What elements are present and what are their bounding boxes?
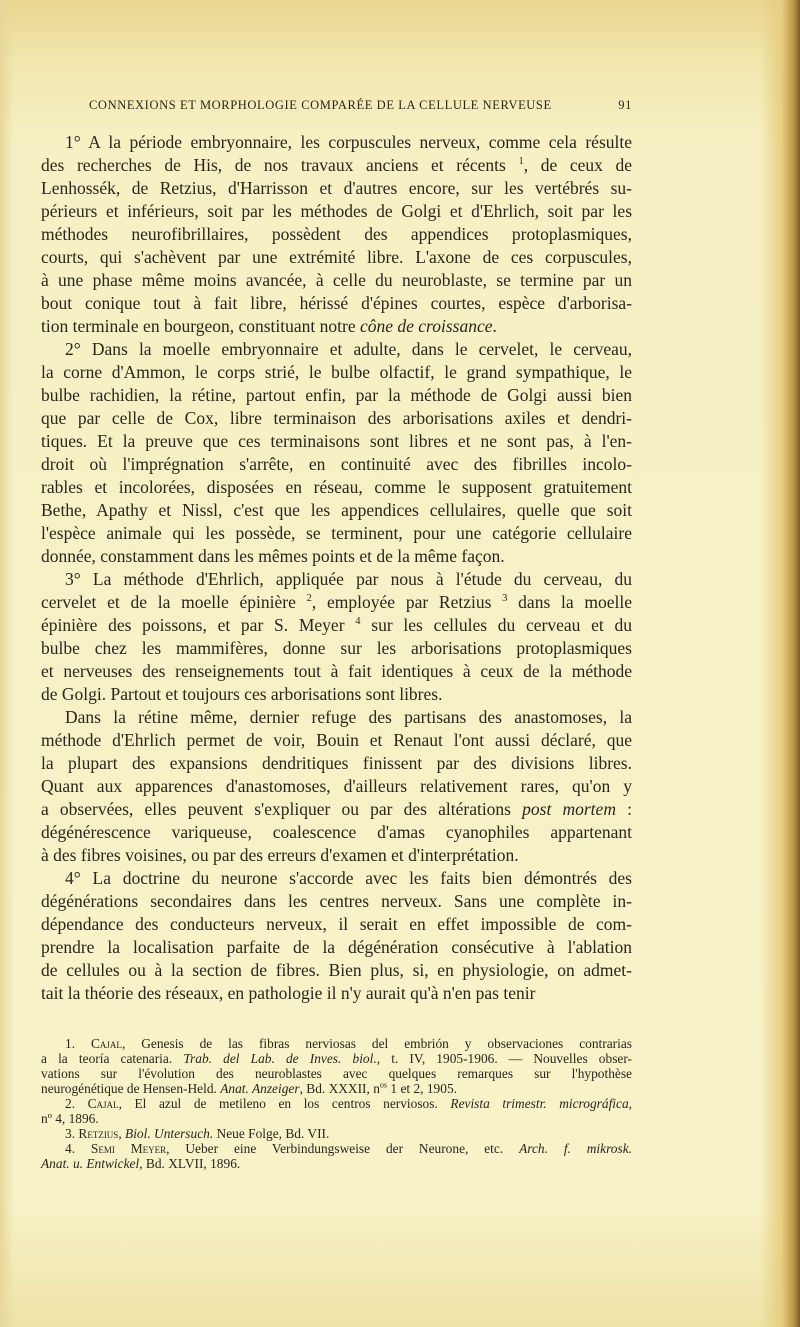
text-run: bulbe rachidien, la rétine, partout enfin, par la méthode de Golgi aussi bien — [41, 385, 632, 405]
text-line — [41, 476, 632, 499]
book-binding-edge — [760, 0, 800, 1327]
text-line — [41, 430, 632, 453]
text-run: Neue Folge, Bd. VII. — [213, 1126, 330, 1141]
text-run: Quant aux apparences d'anastomoses, d'ailleurs relativement rares, qu'on y — [41, 776, 632, 796]
text-run: et nerveuses des renseignements tout à fait identiques à ceux de la méthode — [41, 661, 632, 681]
text-line — [41, 292, 632, 315]
footnotes — [41, 1036, 632, 1171]
text-line — [41, 1066, 632, 1081]
text-run: , — [628, 1096, 633, 1111]
text-run: cervelet et de la moelle épinière — [41, 592, 307, 612]
footnote-ref: 4 — [355, 616, 361, 628]
footnote — [41, 1036, 632, 1096]
author-name: Cajal — [87, 1096, 119, 1111]
text-run: tiques. Et la preuve que ces terminaisons sont libres et ne sont pas, à l'en- — [41, 431, 632, 451]
text-run: 4° La doctrine du neurone s'accorde avec les faits bien démontrés des — [65, 868, 632, 888]
text-run: , Genesis de las fibras nerviosas del embrión y observaciones contrarias — [121, 1036, 633, 1051]
text-run: droit où l'imprégnation s'arrête, en continuité avec des fibrilles incolo- — [41, 454, 632, 474]
text-line — [41, 246, 632, 269]
text-run: 4. — [65, 1141, 91, 1156]
body-text — [41, 131, 632, 1005]
text-run: 3° La méthode d'Ehrlich, appliquée par nous à l'étude du cerveau, du — [65, 569, 632, 589]
footnote — [41, 1096, 632, 1126]
author-name: Semi Meyer — [90, 1141, 167, 1156]
text-line — [41, 453, 632, 476]
text-run: Dans la rétine même, dernier refuge des partisans des anastomoses, la — [65, 707, 632, 727]
text-line — [41, 867, 632, 890]
text-line — [41, 982, 632, 1005]
text-run: : — [615, 799, 632, 819]
author-name: Retzius — [78, 1126, 119, 1141]
text-line — [41, 959, 632, 982]
text-run: périeurs et inférieurs, soit par les méthodes de Golgi et d'Ehrlich, soit par les — [41, 201, 632, 221]
text-run: prendre la localisation parfaite de la dégénération consécutive à l'ablation — [41, 937, 632, 957]
footnote — [41, 1141, 632, 1171]
text-line — [41, 1081, 632, 1096]
text-line — [41, 568, 632, 591]
text-line — [41, 798, 632, 821]
text-line — [41, 1111, 632, 1126]
italic-text: Trab. del Lab. de Inves. biol. — [183, 1051, 377, 1066]
page-shadow-left — [0, 0, 14, 1327]
italic-text: Anat. Anzeiger — [220, 1081, 300, 1096]
text-run: 1° A la période embryonnaire, les corpuscules nerveux, comme cela résulte — [65, 132, 632, 152]
text-run: , Bd. XXXII, n — [299, 1081, 380, 1096]
text-run: méthode d'Ehrlich permet de voir, Bouin et Renaut l'ont aussi déclaré, que — [41, 730, 632, 750]
text-run: des recherches de His, de nos travaux anciens et récents — [41, 155, 519, 175]
text-run: Bethe, Apathy et Nissl, c'est que les appendices cellulaires, quelle que soit — [41, 500, 632, 520]
text-run: vations sur l'évolution des neuroblastes avec quelques remarques sur l'hypothèse — [41, 1066, 632, 1081]
page-number: 91 — [618, 98, 632, 112]
italic-text: cône de croissance — [359, 316, 493, 336]
text-line — [41, 844, 632, 867]
paragraph — [41, 568, 632, 706]
text-line — [41, 407, 632, 430]
text-run: la plupart des expansions dendritiques finissent par des divisions libres. — [41, 753, 632, 773]
italic-text: post mortem — [522, 799, 616, 819]
text-run: à des fibres voisines, ou par des erreurs d'examen et d'interprétation. — [41, 845, 519, 865]
text-line — [41, 338, 632, 361]
text-run: courts, qui s'achèvent par une extrémité libre. L'axone de ces corpuscules, — [41, 247, 632, 267]
text-run: 2. — [65, 1096, 88, 1111]
text-line — [41, 1036, 632, 1051]
running-title: CONNEXIONS ET MORPHOLOGIE COMPARÉE DE LA CELLULE NERVEUSE — [89, 98, 552, 112]
footnote — [41, 1126, 632, 1141]
text-run: a la teoría catenaria. — [41, 1051, 184, 1066]
text-run: méthodes neurofibrillaires, possèdent des appendices protoplasmiques, — [41, 224, 632, 244]
text-line — [41, 614, 632, 637]
text-line — [41, 660, 632, 683]
text-run: , de ceux de — [523, 155, 632, 175]
running-header — [89, 96, 632, 114]
text-line — [41, 752, 632, 775]
text-run: , — [118, 1126, 126, 1141]
text-run: dans la moelle — [507, 592, 633, 612]
text-line — [41, 637, 632, 660]
text-run: de cellules ou à la section de fibres. Bien plus, si, en physiologie, on admet- — [41, 960, 632, 980]
text-run: , Ueber eine Verbindungsweise der Neurone, etc. — [166, 1141, 520, 1156]
text-line — [41, 269, 632, 292]
footnote-ref: os — [379, 1080, 388, 1090]
text-run: dégénérescence variqueuse, coalescence d'amas cyanophiles appartenant — [41, 822, 632, 842]
text-line — [41, 890, 632, 913]
text-line — [41, 200, 632, 223]
text-line — [41, 729, 632, 752]
text-line — [41, 315, 632, 338]
text-run: de Golgi. Partout et toujours ces arborisations sont libres. — [41, 684, 443, 704]
paragraph — [41, 867, 632, 1005]
text-run: bout conique tout à fait libre, hérissé d'épines courtes, espèce d'arborisa- — [41, 293, 632, 313]
text-line — [41, 936, 632, 959]
text-line — [41, 223, 632, 246]
italic-text: Revista trimestr. micrográfica — [450, 1096, 629, 1111]
text-line — [41, 1156, 632, 1171]
paragraph — [41, 131, 632, 338]
text-line — [41, 683, 632, 706]
text-run: dégénérations secondaires dans les centres nerveux. Sans une complète in- — [41, 891, 632, 911]
text-line — [41, 545, 632, 568]
paragraph — [41, 706, 632, 867]
text-run: 1 et 2, 1905. — [387, 1081, 457, 1096]
text-run: . — [492, 316, 497, 336]
text-line — [41, 706, 632, 729]
text-line — [41, 913, 632, 936]
text-run: , employée par Retzius — [311, 592, 503, 612]
text-run: l'espèce animale qui les possède, se terminent, pour une catégorie cellulaire — [41, 523, 632, 543]
text-line — [41, 1126, 632, 1141]
footnote-ref: 3 — [502, 593, 508, 605]
text-run: épinière des poissons, et par S. Meyer — [41, 615, 356, 635]
text-run: dépendance des conducteurs nerveux, il serait en effet impossible de com- — [41, 914, 632, 934]
text-line — [41, 131, 632, 154]
text-run: nº 4, 1896. — [41, 1111, 99, 1126]
text-run: neurogénétique de Hensen-Held. — [41, 1081, 221, 1096]
text-run: a observées, elles peuvent s'expliquer ou par des altérations — [41, 799, 523, 819]
text-run: 3. — [65, 1126, 79, 1141]
text-run: tait la théorie des réseaux, en pathologie il n'y aurait qu'à n'en pas tenir — [41, 983, 536, 1003]
text-run: sur les cellules du cerveau et du — [360, 615, 632, 635]
text-line — [41, 499, 632, 522]
italic-text: Biol. Untersuch. — [125, 1126, 214, 1141]
text-line — [41, 1141, 632, 1156]
footnote-ref: 2 — [306, 593, 312, 605]
text-run: bulbe chez les mammifères, donne sur les arborisations protoplasmiques — [41, 638, 632, 658]
text-run: , Bd. XLVII, 1896. — [139, 1156, 241, 1171]
text-line — [41, 591, 632, 614]
text-run: , t. IV, 1905-1906. — Nouvelles obser- — [376, 1051, 632, 1066]
text-run: Lenhossék, de Retzius, d'Harrisson et d'autres encore, sur les vertébrés su- — [41, 178, 632, 198]
italic-text: Anat. u. Entwickel — [41, 1156, 140, 1171]
text-line — [41, 1051, 632, 1066]
text-line — [41, 821, 632, 844]
author-name: Cajal — [91, 1036, 122, 1051]
text-run: tion terminale en bourgeon, constituant notre — [41, 316, 360, 336]
text-line — [41, 154, 632, 177]
italic-text: Arch. f. mikrosk. — [519, 1141, 632, 1156]
footnote-ref: 1 — [518, 156, 524, 168]
text-line — [41, 522, 632, 545]
text-line — [41, 361, 632, 384]
text-line — [41, 384, 632, 407]
text-line — [41, 177, 632, 200]
text-run: la corne d'Ammon, le corps strié, le bulbe olfactif, le grand sympathique, le — [41, 362, 632, 382]
text-line — [41, 775, 632, 798]
text-run: 1. — [65, 1036, 91, 1051]
text-run: à une phase même moins avancée, à celle du neuroblaste, se termine par un — [41, 270, 632, 290]
text-run: rables et incolorées, disposées en réseau, comme le supposent gratuitement — [41, 477, 632, 497]
text-run: que par celle de Cox, libre terminaison des arborisations axiles et dendri- — [41, 408, 632, 428]
text-line — [41, 1096, 632, 1111]
text-run: donnée, constamment dans les mêmes points et de la même façon. — [41, 546, 505, 566]
paragraph — [41, 338, 632, 568]
text-run: 2° Dans la moelle embryonnaire et adulte, dans le cervelet, le cerveau, — [65, 339, 632, 359]
text-run: , El azul de metileno en los centros nerviosos. — [118, 1096, 451, 1111]
